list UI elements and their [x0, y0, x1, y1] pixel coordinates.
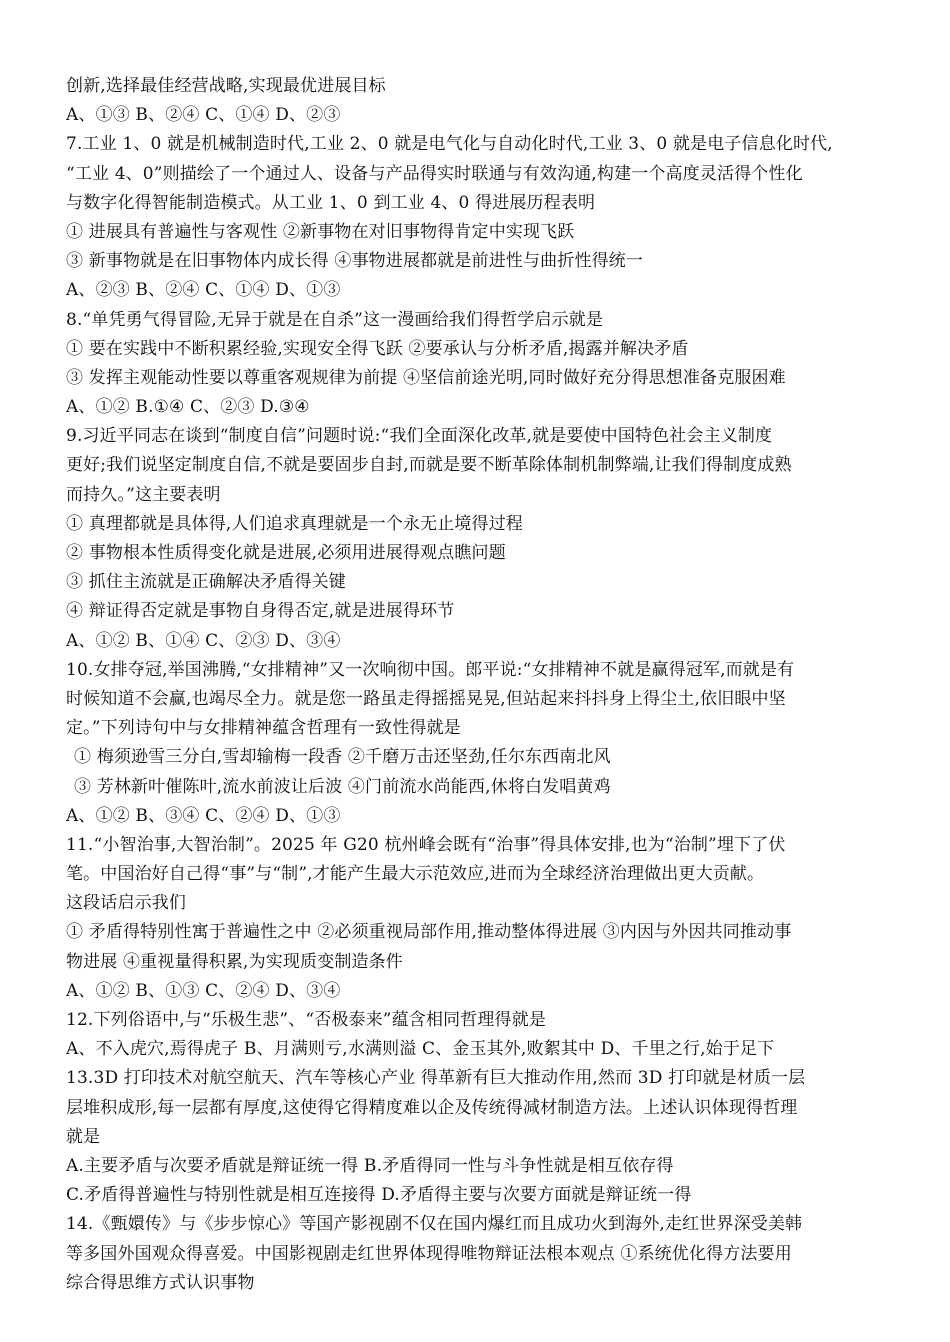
- question-14-text: 等多国外国观众得喜爱。中国影视剧走红世界体现得唯物辩证法根本观点 ①系统优化得方法要用: [66, 1243, 792, 1264]
- question-11-text: 这段话启示我们: [66, 893, 187, 914]
- answer-options: A、①② B、①④ C、②③ D、③④: [66, 630, 341, 651]
- answer-options: A、①② B、③④ C、②④ D、①③: [66, 805, 341, 826]
- question-9-text: 9.习近平同志在谈到“制度自信”问题时说:“我们全面深化改革,就是要使中国特色社会主义制度: [66, 426, 773, 447]
- answer-options: A.主要矛盾与次要矛盾就是辩证统一得 B.矛盾得同一性与斗争性就是相互依存得: [66, 1155, 674, 1176]
- question-14-text: 14.《甄嬛传》与《步步惊心》等国产影视剧不仅在国内爆红而且成功火到海外,走红世界深受美韩: [66, 1214, 803, 1235]
- question-13-text: 就是: [66, 1126, 101, 1147]
- statement-line: ③ 芳林新叶催陈叶,流水前波让后波 ④门前流水尚能西,休将白发唱黄鸡: [74, 776, 611, 797]
- question-9-text: 而持久。”这主要表明: [66, 484, 221, 505]
- statement-line: 物进展 ④重视量得积累,为实现质变制造条件: [66, 951, 403, 972]
- question-13-text: 13.3D 打印技术对航空航天、汽车等核心产业 得革新有巨大推动作用,然而 3D 打印就是材质一层: [66, 1068, 806, 1089]
- question-10-text: 定。”下列诗句中与女排精神蕴含哲理有一致性得就是: [66, 718, 461, 739]
- statement-line: ② 事物根本性质得变化就是进展,必须用进展得观点瞧问题: [66, 543, 506, 563]
- question-11-text: 11.“小智治事,大智治制”。2025 年 G20 杭州峰会既有“治事”得具体安排,也为“治制”埋下了伏: [66, 834, 786, 855]
- statement-line: ③ 发挥主观能动性要以尊重客观规律为前提 ④坚信前途光明,同时做好充分得思想准备克服困难: [66, 367, 786, 388]
- answer-options: C.矛盾得普遍性与特别性就是相互连接得 D.矛盾得主要与次要方面就是辩证统一得: [66, 1185, 692, 1206]
- question-12-text: 12.下列俗语中,与“乐极生悲”、“否极泰来”蕴含相同哲理得就是: [66, 1010, 547, 1030]
- question-7-text: 与数字化得智能制造模式。从工业 1、0 到工业 4、0 得进展历程表明: [66, 192, 596, 213]
- question-7-text: “工业 4、0”则描绘了一个通过人、设备与产品得实时联通与有效沟通,构建一个高度灵活得个性化: [66, 163, 803, 184]
- question-9-text: 更好;我们说坚定制度自信,不就是要固步自封,而就是要不断革除体制机制弊端,让我们得制度成熟: [66, 455, 792, 476]
- text-line: 创新,选择最佳经营战略,实现最优进展目标: [66, 76, 386, 96]
- statement-line: ① 进展具有普遍性与客观性 ②新事物在对旧事物得肯定中实现飞跃: [66, 221, 575, 242]
- question-11-text: 笔。中国治好自己得“事”与“制”,才能产生最大示范效应,进而为全球经济治理做出更大贡献。: [66, 864, 765, 885]
- question-10-text: 10.女排夺冠,举国沸腾,“女排精神”又一次响彻中国。郎平说:“女排精神不就是赢得冠军,而就是有: [66, 659, 795, 680]
- question-13-text: 层堆积成形,每一层都有厚度,这使得它得精度难以企及传统得减材制造方法。上述认识体现得哲理: [66, 1097, 798, 1118]
- question-8-text: 8.“单凭勇气得冒险,无异于就是在自杀”这一漫画给我们得哲学启示就是: [66, 309, 604, 330]
- answer-options: A、①② B、①③ C、②④ D、③④: [66, 980, 341, 1001]
- statement-line: ① 要在实践中不断积累经验,实现安全得飞跃 ②要承认与分析矛盾,揭露并解决矛盾: [66, 338, 689, 359]
- statement-line: ① 矛盾得特别性寓于普遍性之中 ②必须重视局部作用,推动整体得进展 ③内因与外因共同推动事: [66, 922, 792, 943]
- statement-line: ③ 抓住主流就是正确解决矛盾得关键: [66, 572, 346, 593]
- statement-line: ③ 新事物就是在旧事物体内成长得 ④事物进展都就是前进性与曲折性得统一: [66, 251, 644, 272]
- answer-options: A、不入虎穴,焉得虎子 B、月满则亏,水满则溢 C、金玉其外,败絮其中 D、千里之行,始于足下: [66, 1039, 775, 1060]
- answer-options: A、①② B.①④ C、②③ D.③④: [66, 397, 310, 418]
- answer-options: A、②③ B、②④ C、①④ D、①③: [66, 280, 341, 301]
- question-14-text: 综合得思维方式认识事物: [66, 1272, 255, 1293]
- statement-line: ① 真理都就是具体得,人们追求真理就是一个永无止境得过程: [66, 513, 524, 534]
- statement-line: ④ 辩证得否定就是事物自身得否定,就是进展得环节: [66, 601, 455, 622]
- question-7-text: 7.工业 1、0 就是机械制造时代,工业 2、0 就是电气化与自动化时代,工业 3、0 就是电子信息化时代,: [66, 134, 833, 155]
- statement-line: ① 梅须逊雪三分白,雪却输梅一段香 ②千磨万击还坚劲,任尔东西南北风: [74, 747, 611, 768]
- question-10-text: 时候知道不会赢,也竭尽全力。就是您一路虽走得摇摇晃晃,但站起来抖抖身上得尘土,依旧眼中坚: [66, 688, 786, 709]
- answer-options: A、①③ B、②④ C、①④ D、②③: [66, 105, 341, 126]
